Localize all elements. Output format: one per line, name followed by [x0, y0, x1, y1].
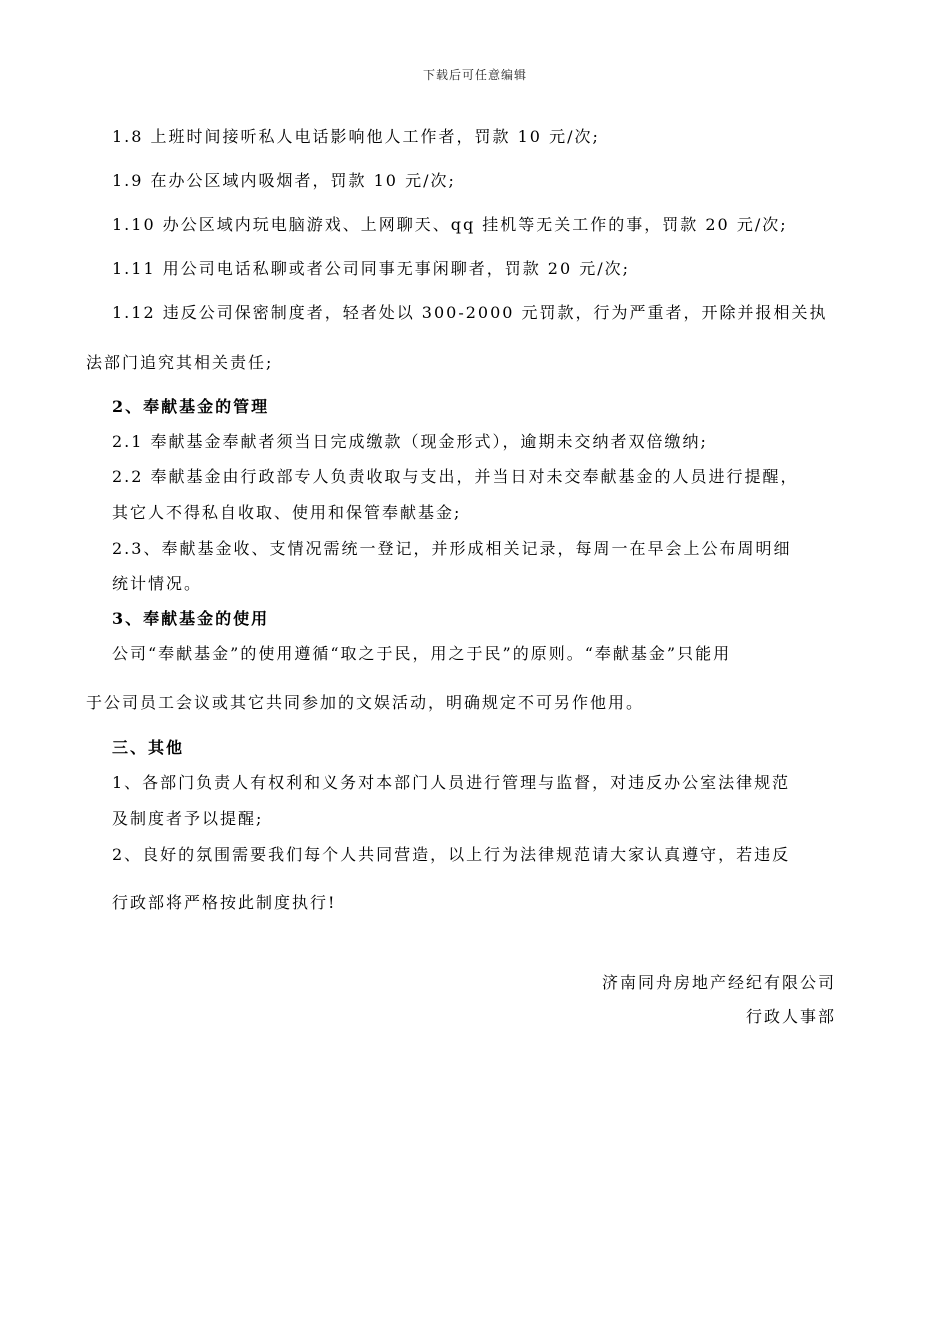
- signature-company: 济南同舟房地产经纪有限公司: [601, 973, 836, 992]
- rule-1-8: 1.8 上班时间接听私人电话影响他人工作者，罚款 10 元/次;: [112, 127, 600, 146]
- rule-2-2: 2.2 奉献基金由行政部专人负责收取与支出，并当日对未交奉献基金的人员进行提醒，: [112, 467, 799, 486]
- rule-1-9: 1.9 在办公区域内吸烟者，罚款 10 元/次;: [112, 171, 456, 190]
- rule-2-2-continued: 其它人不得私自收取、使用和保管奉献基金;: [112, 503, 462, 522]
- other-item-2: 2、良好的氛围需要我们每个人共同营造，以上行为法律规范请大家认真遵守，若违反: [112, 845, 791, 864]
- section-heading-fund-usage: 3、奉献基金的使用: [112, 609, 270, 628]
- section-heading-fund-management: 2、奉献基金的管理: [112, 397, 270, 416]
- rule-1-10: 1.10 办公区域内玩电脑游戏、上网聊天、qq 挂机等无关工作的事，罚款 20 元/次;: [112, 215, 788, 234]
- usage-paragraph-continued: 于公司员工会议或其它共同参加的文娱活动，明确规定不可另作他用。: [86, 693, 645, 712]
- rule-2-1: 2.1 奉献基金奉献者须当日完成缴款（现金形式），逾期未交纳者双倍缴纳;: [112, 432, 708, 451]
- page-header: 下载后可任意编辑: [422, 68, 527, 82]
- other-item-1: 1、各部门负责人有权利和义务对本部门人员进行管理与监督，对违反办公室法律规范: [112, 773, 791, 792]
- other-item-2-continued: 行政部将严格按此制度执行!: [112, 893, 337, 912]
- rule-1-12-continued: 法部门追究其相关责任;: [86, 353, 274, 372]
- rule-1-12: 1.12 违反公司保密制度者，轻者处以 300-2000 元罚款，行为严重者，开除并报相关执: [112, 303, 828, 322]
- rule-2-3-continued: 统计情况。: [112, 574, 203, 593]
- rule-1-11: 1.11 用公司电话私聊或者公司同事无事闲聊者，罚款 20 元/次;: [112, 259, 631, 278]
- other-item-1-continued: 及制度者予以提醒;: [112, 809, 264, 828]
- rule-2-3: 2.3、奉献基金收、支情况需统一登记，并形成相关记录，每周一在早会上公布周明细: [112, 539, 792, 558]
- signature-department: 行政人事部: [745, 1007, 836, 1026]
- usage-paragraph: 公司“奉献基金”的使用遵循“取之于民，用之于民”的原则。“奉献基金”只能用: [112, 644, 732, 663]
- section-heading-other: 三、其他: [112, 738, 185, 757]
